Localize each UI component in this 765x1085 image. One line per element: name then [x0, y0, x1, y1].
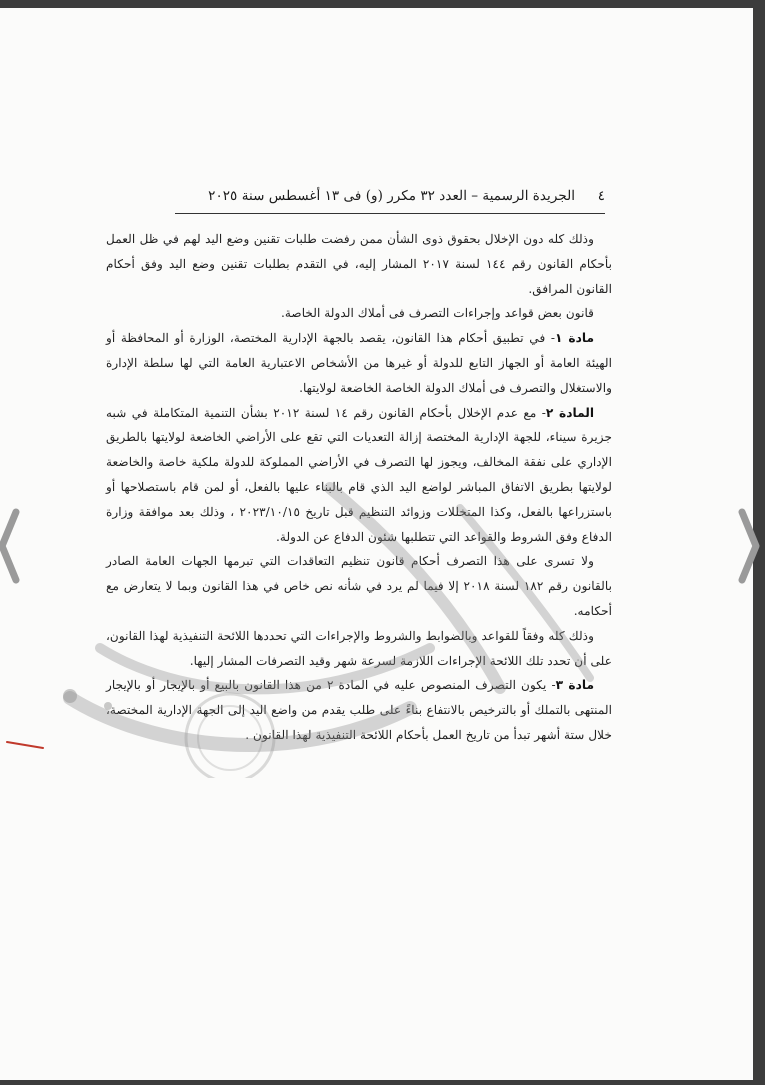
gazette-title: الجريدة الرسمية – العدد ٣٢ مكرر (و) فى ١٣ أغسطس سنة ٢٠٢٥	[208, 188, 576, 204]
paragraph-executive-regulations: وذلك كله وفقاً للقواعد وبالضوابط والشروط والإجراءات التي تحددها اللائحة التنفيذية لهذا القانون، على أن تحدد تلك اللائحة الإجراءات اللازمة لسرعة شهر وقيد التصرفات المشار إليها.	[106, 628, 612, 668]
next-page-button[interactable]	[736, 506, 762, 586]
article-1-text: - في تطبيق أحكام هذا القانون، يقصد بالجهة الإدارية المختصة، الوزارة أو المحافظة أو الهيئة العامة أو الجهاز التابع للدولة أو غيرها من الأشخاص الاعتبارية العامة التي لها سلطة الإدارة والاستغلال والتصرف فى أملاك الدولة الخاصة الخاضعة لولايتها.	[106, 331, 612, 395]
article-2	[106, 401, 612, 550]
article-2-label: المادة ٢	[545, 405, 594, 420]
article-1-label: مادة ١	[555, 331, 594, 346]
paragraph-contracts-law: ولا تسرى على هذا التصرف أحكام قانون تنظيم التعاقدات التي تبرمها الجهات العامة الصادر بالقانون رقم ١٨٢ لسنة ٢٠١٨ إلا فيما لم يرد في شأنه نص خاص في هذا القانون وبما لا يتعارض مع أحكامه.	[106, 554, 612, 618]
article-3-label: مادة ٣	[555, 678, 594, 693]
viewer-frame-top	[0, 0, 765, 8]
article-2-text: - مع عدم الإخلال بأحكام القانون رقم ١٤ لسنة ٢٠١٢ بشأن التنمية المتكاملة في شبه جزيرة سيناء، للجهة الإدارية المختصة إزالة التعديات التي تقع على الأراضي الخاضعة لولايتها بالطريق الإداري على نفقة المخالف، ويجوز لها التصرف في الأراضي المملوكة للدولة ملكية خاصة والخاضعة لولايتها بطريق الاتفاق المباشر لواضع اليد الذي قام بالبناء عليها بالفعل، أو لمن قام باستصلاحها أو باستزراعها بالفعل، وكذا المتخللات وزوائد التنظيم قبل تاريخ ٢٠٢٣/١٠/١٥ ، وذلك بعد موافقة وزارة الدفاع وفق الشروط والقواعد التي تتطلبها شئون الدفاع عن الدولة.	[106, 405, 612, 544]
document-body	[106, 227, 612, 748]
article-3	[106, 673, 612, 747]
document-page	[0, 8, 753, 1080]
law-title-line: قانون بعض قواعد وإجراءات التصرف فى أملاك الدولة الخاصة.	[280, 306, 594, 321]
chevron-right-icon	[736, 506, 762, 586]
previous-page-button[interactable]	[0, 506, 22, 586]
header-divider	[175, 213, 605, 214]
article-1	[106, 326, 612, 400]
page-number: ٤	[597, 188, 605, 204]
article-3-text: - يكون التصرف المنصوص عليه في المادة ٢ من هذا القانون بالبيع أو بالإيجار أو بالإيجار المنتهى بالتملك أو بالترخيص بالانتفاع بناءً على طلب يقدم من واضع اليد إلى الجهة الإدارية المختصة، خلال ستة أشهر تبدأ من تاريخ العمل بأحكام اللائحة التنفيذية لهذا القانون .	[106, 678, 612, 742]
ink-mark	[6, 739, 44, 751]
page-header	[175, 188, 605, 204]
paragraph-rights-preservation: وذلك كله دون الإخلال بحقوق ذوى الشأن ممن رفضت طلبات تقنين وضع اليد لهم في ظل العمل بأحكام القانون رقم ١٤٤ لسنة ٢٠١٧ المشار إليه، في التقدم بطلبات تقنين وضع اليد وفق أحكام القانون المرافق.	[106, 232, 612, 296]
viewer-frame-bottom	[0, 1080, 765, 1085]
chevron-left-icon	[0, 506, 22, 586]
